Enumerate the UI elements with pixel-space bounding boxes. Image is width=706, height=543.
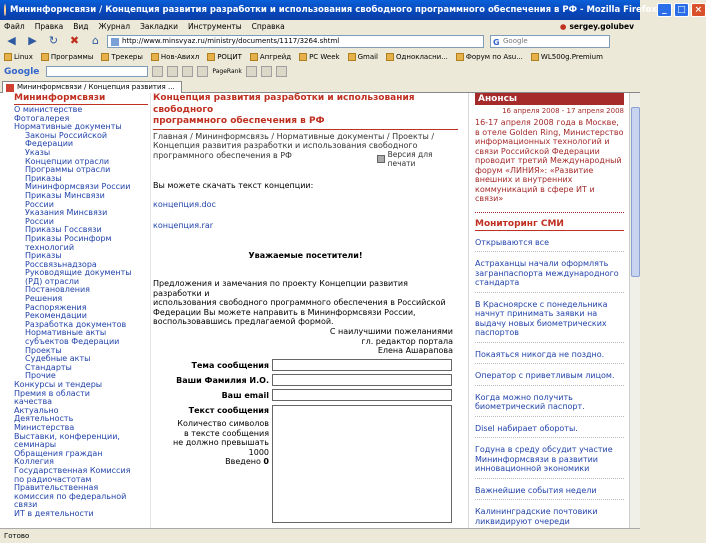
menu-help[interactable]: Справка — [251, 22, 285, 31]
name-label: Ваши Фамилия И.О. — [176, 376, 269, 385]
body-line: воспользовавшись предлагаемой формой. — [153, 317, 334, 326]
menu-file[interactable]: Файл — [4, 22, 25, 31]
window-title: Мининформсвязи / Концепция развития разработки и использования свободного программного обеспечения в РФ - Mozilla Firefox — [10, 5, 657, 15]
message-textarea[interactable] — [272, 405, 452, 523]
google-toolbar — [0, 64, 640, 79]
breadcrumb-line: программного обеспечения в РФ — [153, 150, 292, 160]
bookmark-label: Программы — [50, 53, 94, 61]
user-account[interactable] — [560, 22, 634, 31]
leftnav-item[interactable]: Нормативные документы — [14, 122, 122, 132]
monitor-item[interactable]: Годуна в среду обсудит участие Мининформсвязи в развитии инновационной экономики — [475, 445, 624, 479]
leftnav-item[interactable]: Прочие — [25, 371, 56, 381]
bookmark-item[interactable] — [151, 53, 199, 61]
menu-history[interactable]: Журнал — [98, 22, 131, 31]
leftnav-item[interactable]: Программы отрасли — [25, 165, 111, 175]
signature-line: гл. редактор портала — [361, 336, 453, 346]
spellcheck-icon[interactable] — [246, 66, 257, 77]
page-content — [0, 93, 629, 528]
bookmark-icon — [207, 53, 215, 61]
pagerank-label[interactable]: PageRank — [212, 68, 242, 75]
user-name: sergey.golubev — [569, 22, 634, 31]
window-titlebar — [0, 0, 703, 20]
url-text: http://www.minsvyaz.ru/ministry/documents/1117/3264.shtml — [122, 37, 340, 45]
leftnav-item[interactable]: России — [25, 216, 54, 226]
leftnav-item[interactable]: Государственная Комиссия — [14, 465, 131, 475]
tab-active[interactable] — [2, 81, 182, 93]
body-line: Федерации Вы можете направить в Мининформсвязи России, — [153, 307, 416, 317]
folder-icon — [101, 53, 109, 61]
leftnav-item[interactable]: Фотогалерея — [14, 113, 70, 123]
leftnav-item[interactable]: Разработка документов — [25, 319, 127, 329]
greeting: Уважаемые посетители! — [248, 251, 363, 260]
bookmark-item[interactable] — [250, 53, 291, 61]
leftnav-item[interactable]: Приказы Росинформ — [25, 233, 112, 243]
leftnav-item[interactable]: Обращения граждан — [14, 448, 103, 458]
leftnav-item[interactable]: Мининформсвязи России — [25, 182, 131, 192]
bookmark-label: Форум по Asu... — [465, 53, 523, 61]
leftnav-item[interactable]: Коллегия — [14, 457, 54, 467]
bookmark-label: Linux — [14, 53, 33, 61]
leftnav-item[interactable]: Актуально — [14, 405, 59, 415]
body-line: использования свободного программного обеспечения в Российской — [153, 298, 446, 307]
gmail-icon — [348, 53, 356, 61]
menu-view[interactable]: Вид — [73, 22, 89, 31]
subject-input[interactable] — [272, 359, 452, 371]
bookmark-label: Нов-Авиxл — [160, 53, 200, 61]
bookmark-icon — [531, 53, 539, 61]
leftnav-item[interactable]: Указы — [25, 147, 51, 157]
email-input[interactable] — [272, 389, 452, 401]
monitor-list — [475, 238, 624, 532]
search-input[interactable] — [490, 35, 610, 48]
bookmark-item[interactable] — [41, 53, 94, 61]
bookmark-item[interactable] — [531, 53, 603, 61]
bookmark-icon — [299, 53, 307, 61]
title-divider — [153, 129, 458, 130]
char-count: 0 — [263, 457, 269, 466]
right-divider — [468, 93, 469, 528]
email-label: Ваш email — [221, 391, 269, 400]
monitor-item[interactable]: Когда можно получить биометрический паспорт. — [475, 393, 624, 417]
bookmark-star-icon[interactable] — [182, 66, 193, 77]
monitor-item[interactable]: Астраханцы начали оформлять загранпаспорта международного стандарта — [475, 259, 624, 293]
download-text: Вы можете скачать текст концепции: — [153, 181, 314, 190]
leftnav-item[interactable]: технологий — [25, 242, 75, 252]
leftnav-item[interactable]: Судебные акты — [25, 354, 91, 364]
home-icon[interactable]: ⌂ — [92, 34, 99, 47]
bookmark-item[interactable] — [386, 53, 448, 61]
leftnav-item[interactable]: субъектов Федерации — [25, 337, 120, 347]
hint-line: не должно превышать 1000 — [173, 438, 269, 457]
page-title-line: Концепция развития разработки и использования свободного — [153, 93, 415, 115]
leftnav-item[interactable]: Решения — [25, 294, 63, 304]
monitor-item[interactable]: Калининградские почтовики ликвидируют очереди — [475, 507, 624, 531]
announce-divider — [475, 212, 624, 213]
main-content — [153, 93, 458, 528]
leftnav-item[interactable]: Указания Минсвязи — [25, 208, 108, 218]
left-divider — [150, 93, 151, 528]
bookmark-item[interactable] — [4, 53, 33, 61]
google-logo: Google — [4, 66, 40, 77]
leftnav-item[interactable]: Приказы Госсвязи — [25, 225, 102, 235]
menu-bookmarks[interactable]: Закладки — [140, 22, 178, 31]
leftnav-item[interactable]: комиссия по федеральной — [14, 491, 127, 501]
leftnav-item[interactable]: Руководящие документы — [25, 268, 132, 278]
leftnav-item[interactable]: качества — [14, 397, 53, 407]
firefox-icon — [4, 4, 6, 16]
hint-entered — [157, 457, 269, 467]
translate-icon[interactable] — [197, 66, 208, 77]
leftnav-item[interactable]: Деятельность — [14, 414, 74, 424]
link-rar[interactable]: концепция.rar — [153, 221, 214, 230]
monitor-item[interactable]: Оператор с приветливым лицом. — [475, 371, 624, 386]
signature-line: С наилучшими пожеланиями — [329, 327, 453, 336]
minimize-button[interactable]: _ — [657, 3, 672, 17]
leftnav-items — [14, 106, 148, 519]
leftnav-item[interactable]: Распоряжения — [25, 302, 87, 312]
menu-tools[interactable]: Инструменты — [188, 22, 242, 31]
hint-line: в тексте сообщения — [183, 428, 269, 438]
leftnav-item[interactable]: Федерации — [25, 139, 74, 149]
tab-bar — [0, 80, 640, 93]
search-placeholder: Google — [503, 37, 528, 45]
bookmark-label: РОЦИТ — [217, 53, 242, 61]
leftnav-item[interactable]: Приказы Минсвязи — [25, 190, 105, 200]
leftnav-item[interactable]: (РД) отрасли — [25, 276, 80, 286]
leftnav-item[interactable]: Стандарты — [25, 362, 72, 372]
announce-header: Анонсы — [475, 93, 624, 105]
monitor-item[interactable]: Открываются все — [475, 238, 624, 253]
google-search-icon: G — [493, 38, 500, 47]
stop-icon[interactable]: ✖ — [69, 34, 80, 47]
bookmark-icon — [250, 53, 258, 61]
bookmark-label: Однокласни... — [396, 53, 448, 61]
printer-icon — [377, 155, 385, 163]
folder-icon — [41, 53, 49, 61]
monitor-item[interactable]: Disel набирает обороты. — [475, 424, 624, 439]
bookmark-icon — [386, 53, 394, 61]
breadcrumb-line: Концепция развития разработки и использования свободного — [153, 141, 418, 150]
back-arrow-icon[interactable]: ◀ — [7, 34, 16, 47]
name-input[interactable] — [272, 374, 452, 386]
menu-edit[interactable]: Правка — [34, 22, 64, 31]
vertical-scrollbar[interactable] — [629, 93, 640, 528]
folder-icon — [4, 53, 12, 61]
leftnav-item[interactable]: Россвязьнадзора — [25, 259, 97, 269]
body-text — [153, 279, 458, 327]
char-count-hint — [157, 419, 269, 467]
monitor-item[interactable]: Важнейшие события недели — [475, 486, 624, 501]
leftnav-item[interactable]: России — [25, 199, 54, 209]
subject-label: Тема сообщения — [191, 361, 269, 370]
bookmark-item[interactable] — [456, 53, 523, 61]
bookmark-item[interactable] — [348, 53, 378, 61]
url-bar[interactable] — [107, 35, 484, 48]
bookmark-label: PC Week — [309, 53, 340, 61]
monitor-header: Мониторинг СМИ — [475, 219, 624, 231]
leftnav-item[interactable]: Премия в области — [14, 388, 90, 398]
dropdown-icon[interactable] — [152, 66, 163, 77]
leftnav-item[interactable]: ИТ в деятельности — [14, 508, 94, 518]
print-version-label: Версия для печати — [387, 150, 433, 168]
signature-line: Елена Ашарапова — [377, 346, 453, 355]
tab-label: Мининформсвязи / Концепция развития ... — [17, 83, 175, 91]
highlight-icon[interactable] — [261, 66, 272, 77]
search-icon[interactable] — [167, 66, 178, 77]
site-favicon-icon — [111, 38, 119, 46]
bookmark-item[interactable] — [207, 53, 242, 61]
leftnav-item[interactable]: семинары — [14, 440, 57, 450]
body-line: Предложения и замечания по проекту Концепции развития разработки и — [153, 279, 408, 298]
close-button[interactable]: × — [691, 3, 706, 17]
hint-entered-label: Введено — [225, 457, 261, 466]
bookmark-item[interactable] — [299, 53, 340, 61]
leftnav-item[interactable]: Рекомендации — [25, 311, 87, 321]
leftnav-item[interactable]: О министерстве — [14, 105, 83, 114]
google-toolbar-input[interactable] — [46, 66, 148, 77]
link-doc[interactable]: концепция.doc — [153, 200, 216, 209]
maximize-button[interactable]: □ — [674, 3, 689, 17]
hint-line: Количество символов — [177, 419, 269, 428]
leftnav-item[interactable]: Выставки, конференции, — [14, 431, 120, 441]
leftnav-item[interactable]: Постановления — [25, 285, 90, 295]
announce-text[interactable]: 16-17 апреля 2008 года в Москве, в отеле Golden Ring, Министерство информационных технологий и связи Российской Федерации проводит третий Международный форум «ЛИНИЯ»: «Развитие внешних и внутренних коммуникаций в сфере ИТ и связи» — [475, 118, 624, 203]
monitor-item[interactable]: В Красноярске с понедельника начнут принимать заявки на выдачу новых биометрических паспортов — [475, 300, 624, 343]
left-navigation — [14, 93, 148, 528]
bookmark-icon — [456, 53, 464, 61]
print-version-link[interactable] — [377, 150, 458, 168]
bookmark-icon — [151, 53, 159, 61]
bookmark-item[interactable] — [101, 53, 143, 61]
reload-icon[interactable]: ↻ — [48, 34, 59, 47]
leftnav-item[interactable]: Приказы — [25, 251, 62, 261]
bookmark-label: Gmail — [357, 53, 379, 61]
leftnav-item[interactable]: Законы Российской — [25, 130, 108, 140]
bookmarks-toolbar — [0, 50, 640, 64]
settings-icon[interactable] — [276, 66, 287, 77]
page-title — [153, 93, 458, 128]
right-sidebar — [475, 93, 624, 528]
leftnav-item[interactable]: Нормативные акты — [25, 328, 107, 338]
bookmark-label: Апгрейд — [259, 53, 292, 61]
status-bar — [0, 528, 640, 543]
signature — [153, 327, 453, 356]
bookmark-label: Трекеры — [111, 53, 143, 61]
leftnav-item[interactable]: по радиочастотам — [14, 474, 92, 484]
leftnav-item[interactable]: Министерства — [14, 422, 75, 432]
page-title-line: программного обеспечения в РФ — [153, 116, 325, 126]
leftnav-item[interactable]: Правительственная — [14, 483, 99, 493]
monitor-item[interactable]: Покаяться никогда не поздно. — [475, 350, 624, 365]
menu-bar — [0, 20, 640, 33]
tab-favicon-icon — [6, 84, 14, 92]
user-icon: ● — [559, 22, 567, 31]
status-text: Готово — [4, 532, 30, 540]
message-label: Текст сообщения — [188, 406, 269, 415]
leftnav-item[interactable]: Конкурсы и тендеры — [14, 380, 103, 389]
breadcrumb-line[interactable]: Главная / Мининформсвязь / Нормативные документы / Проекты / — [153, 131, 435, 141]
leftnav-item[interactable]: Проекты — [25, 345, 62, 355]
leftnav-item[interactable]: Концепции отрасли — [25, 156, 110, 166]
leftnav-title: Мининформсвязи — [14, 93, 148, 105]
announce-date: 16 апреля 2008 - 17 апреля 2008 — [502, 107, 624, 115]
leftnav-item[interactable]: связи — [14, 500, 38, 510]
scrollbar-thumb[interactable] — [631, 107, 640, 277]
bookmark-label: WL500g.Premium — [540, 53, 603, 61]
leftnav-item[interactable]: Приказы — [25, 173, 62, 183]
forward-arrow-icon[interactable]: ▶ — [28, 34, 37, 47]
